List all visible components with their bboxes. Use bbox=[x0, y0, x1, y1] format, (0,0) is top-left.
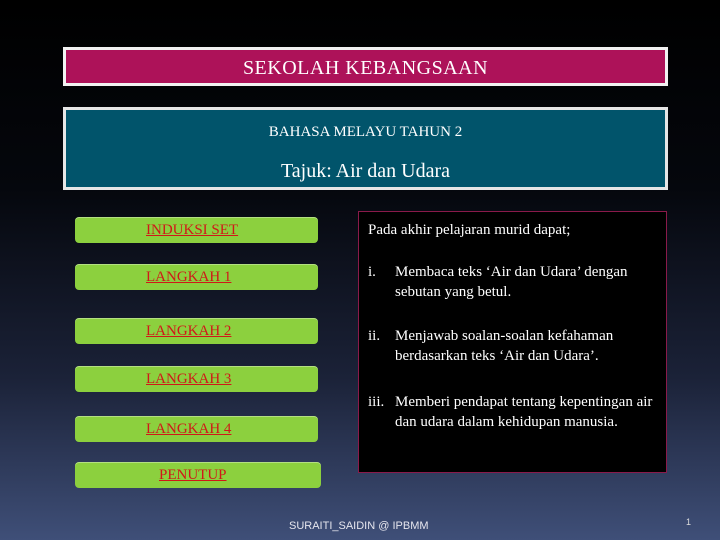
subject-panel bbox=[63, 107, 668, 190]
langkah-1-label: LANGKAH 1 bbox=[146, 269, 232, 285]
subject-line: BAHASA MELAYU TAHUN 2 bbox=[268, 124, 463, 140]
school-title: SEKOLAH KEBANGSAAN bbox=[242, 57, 489, 79]
langkah-1-button[interactable] bbox=[75, 264, 318, 290]
objective-item bbox=[368, 326, 660, 366]
langkah-4-label: LANGKAH 4 bbox=[146, 421, 232, 437]
header-banner bbox=[63, 47, 668, 86]
penutup-label: PENUTUP bbox=[159, 467, 227, 483]
langkah-4-button[interactable] bbox=[75, 416, 318, 442]
objectives-intro: Pada akhir pelajaran murid dapat; bbox=[368, 222, 571, 238]
langkah-2-button[interactable] bbox=[75, 318, 318, 344]
objective-text: Membaca teks ‘Air dan Udara’ dengan sebutan yang betul. bbox=[395, 264, 628, 300]
objective-number: i. bbox=[368, 264, 376, 280]
induksi-set-button[interactable] bbox=[75, 217, 318, 243]
objective-text: Menjawab soalan-soalan kefahaman berdasarkan teks ‘Air dan Udara’. bbox=[395, 328, 614, 364]
induksi-set-label: INDUKSI SET bbox=[146, 222, 239, 238]
objective-number: iii. bbox=[368, 394, 385, 410]
objective-number: ii. bbox=[368, 328, 381, 344]
langkah-3-label: LANGKAH 3 bbox=[146, 371, 232, 387]
objective-text: Memberi pendapat tentang kepentingan air dan udara dalam kehidupan manusia. bbox=[395, 394, 653, 430]
page-number: 1 bbox=[686, 517, 692, 527]
penutup-button[interactable] bbox=[75, 462, 321, 488]
footer-credit: SURAITI_SAIDIN @ IPBMM bbox=[289, 520, 429, 532]
objective-item bbox=[368, 262, 660, 302]
langkah-3-button[interactable] bbox=[75, 366, 318, 392]
objectives-panel bbox=[358, 211, 667, 473]
langkah-2-label: LANGKAH 2 bbox=[146, 323, 232, 339]
topic-title: Tajuk: Air dan Udara bbox=[280, 160, 451, 182]
objective-item bbox=[368, 392, 660, 432]
